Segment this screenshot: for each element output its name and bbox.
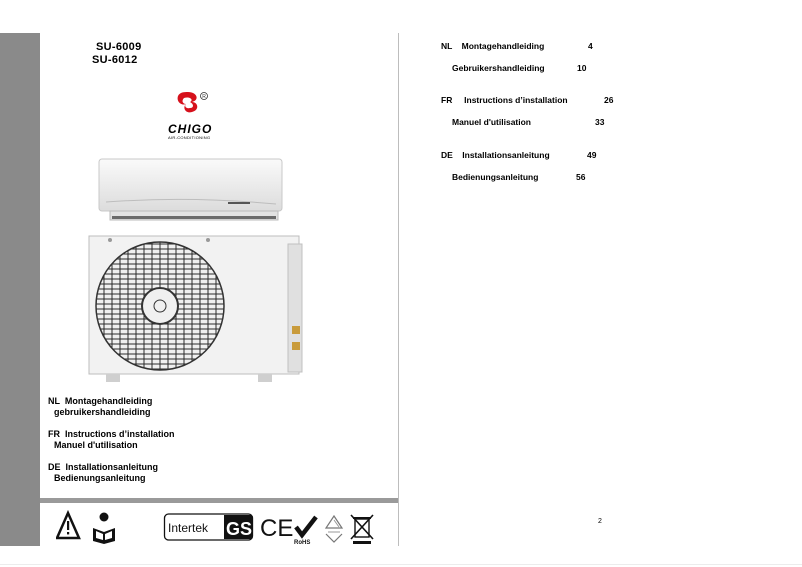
page-number: 2: [598, 518, 602, 525]
cover-nl-line-1: NL Montagehandleiding: [48, 396, 153, 406]
svg-text:R: R: [202, 94, 206, 100]
model-su-6012: SU-6012: [92, 54, 138, 66]
intertek-gs-icon: [165, 514, 253, 540]
toc-de-entry-1: DE Installationsanleitung: [441, 150, 550, 160]
warning-icon: [57, 513, 79, 538]
ce-mark-icon: [260, 515, 293, 542]
cover-bottom-rule: [40, 498, 398, 503]
rohs-icon: [294, 517, 316, 544]
toc-de-page-1: 49: [587, 150, 597, 160]
page-divider: [398, 33, 399, 546]
cover-sidebar: [0, 33, 40, 546]
toc-de-entry-2: Bedienungsanleitung: [452, 172, 539, 182]
toc-de-page-2: 56: [576, 172, 586, 182]
cover-de-line-2: Bedienungsanleitung: [54, 473, 146, 483]
toc-nl-entry-2: Gebruikershandleiding: [452, 63, 545, 73]
svg-text:CE: CE: [260, 515, 294, 542]
svg-text:Intertek: Intertek: [168, 521, 209, 535]
cover-fr-line-1: FR Instructions d’installation: [48, 429, 175, 439]
toc-nl-page-2: 10: [577, 63, 587, 73]
brand-name: CHIGO: [168, 122, 213, 136]
page-edge: [0, 564, 802, 565]
toc-fr-page-1: 26: [604, 95, 614, 105]
brand-tagline: AIR-CONDITIONING: [168, 135, 211, 140]
certification-strip: [56, 510, 376, 544]
indoor-unit-image: [98, 158, 283, 222]
cover-de-line-1: DE Installationsanleitung: [48, 462, 159, 472]
outdoor-unit-image: [88, 234, 306, 384]
svg-text:GS: GS: [226, 519, 253, 539]
cover-fr-line-2: Manuel d'utilisation: [54, 440, 138, 450]
cover-nl-line-2: gebruikershandleiding: [54, 407, 151, 417]
toc-fr-entry-1: FR Instructions d’installation: [441, 95, 568, 105]
model-su-6009: SU-6009: [96, 41, 142, 53]
toc-fr-page-2: 33: [595, 117, 605, 127]
toc-nl-entry-1: NL Montagehandleiding: [441, 41, 545, 51]
weee-bin-icon: [351, 515, 373, 544]
toc-nl-page-1: 4: [588, 41, 593, 51]
svg-text:RoHS: RoHS: [294, 540, 311, 544]
recycle-icon: [326, 516, 342, 542]
toc-fr-entry-2: Manuel d'utilisation: [452, 117, 531, 127]
read-manual-icon: [93, 513, 115, 545]
